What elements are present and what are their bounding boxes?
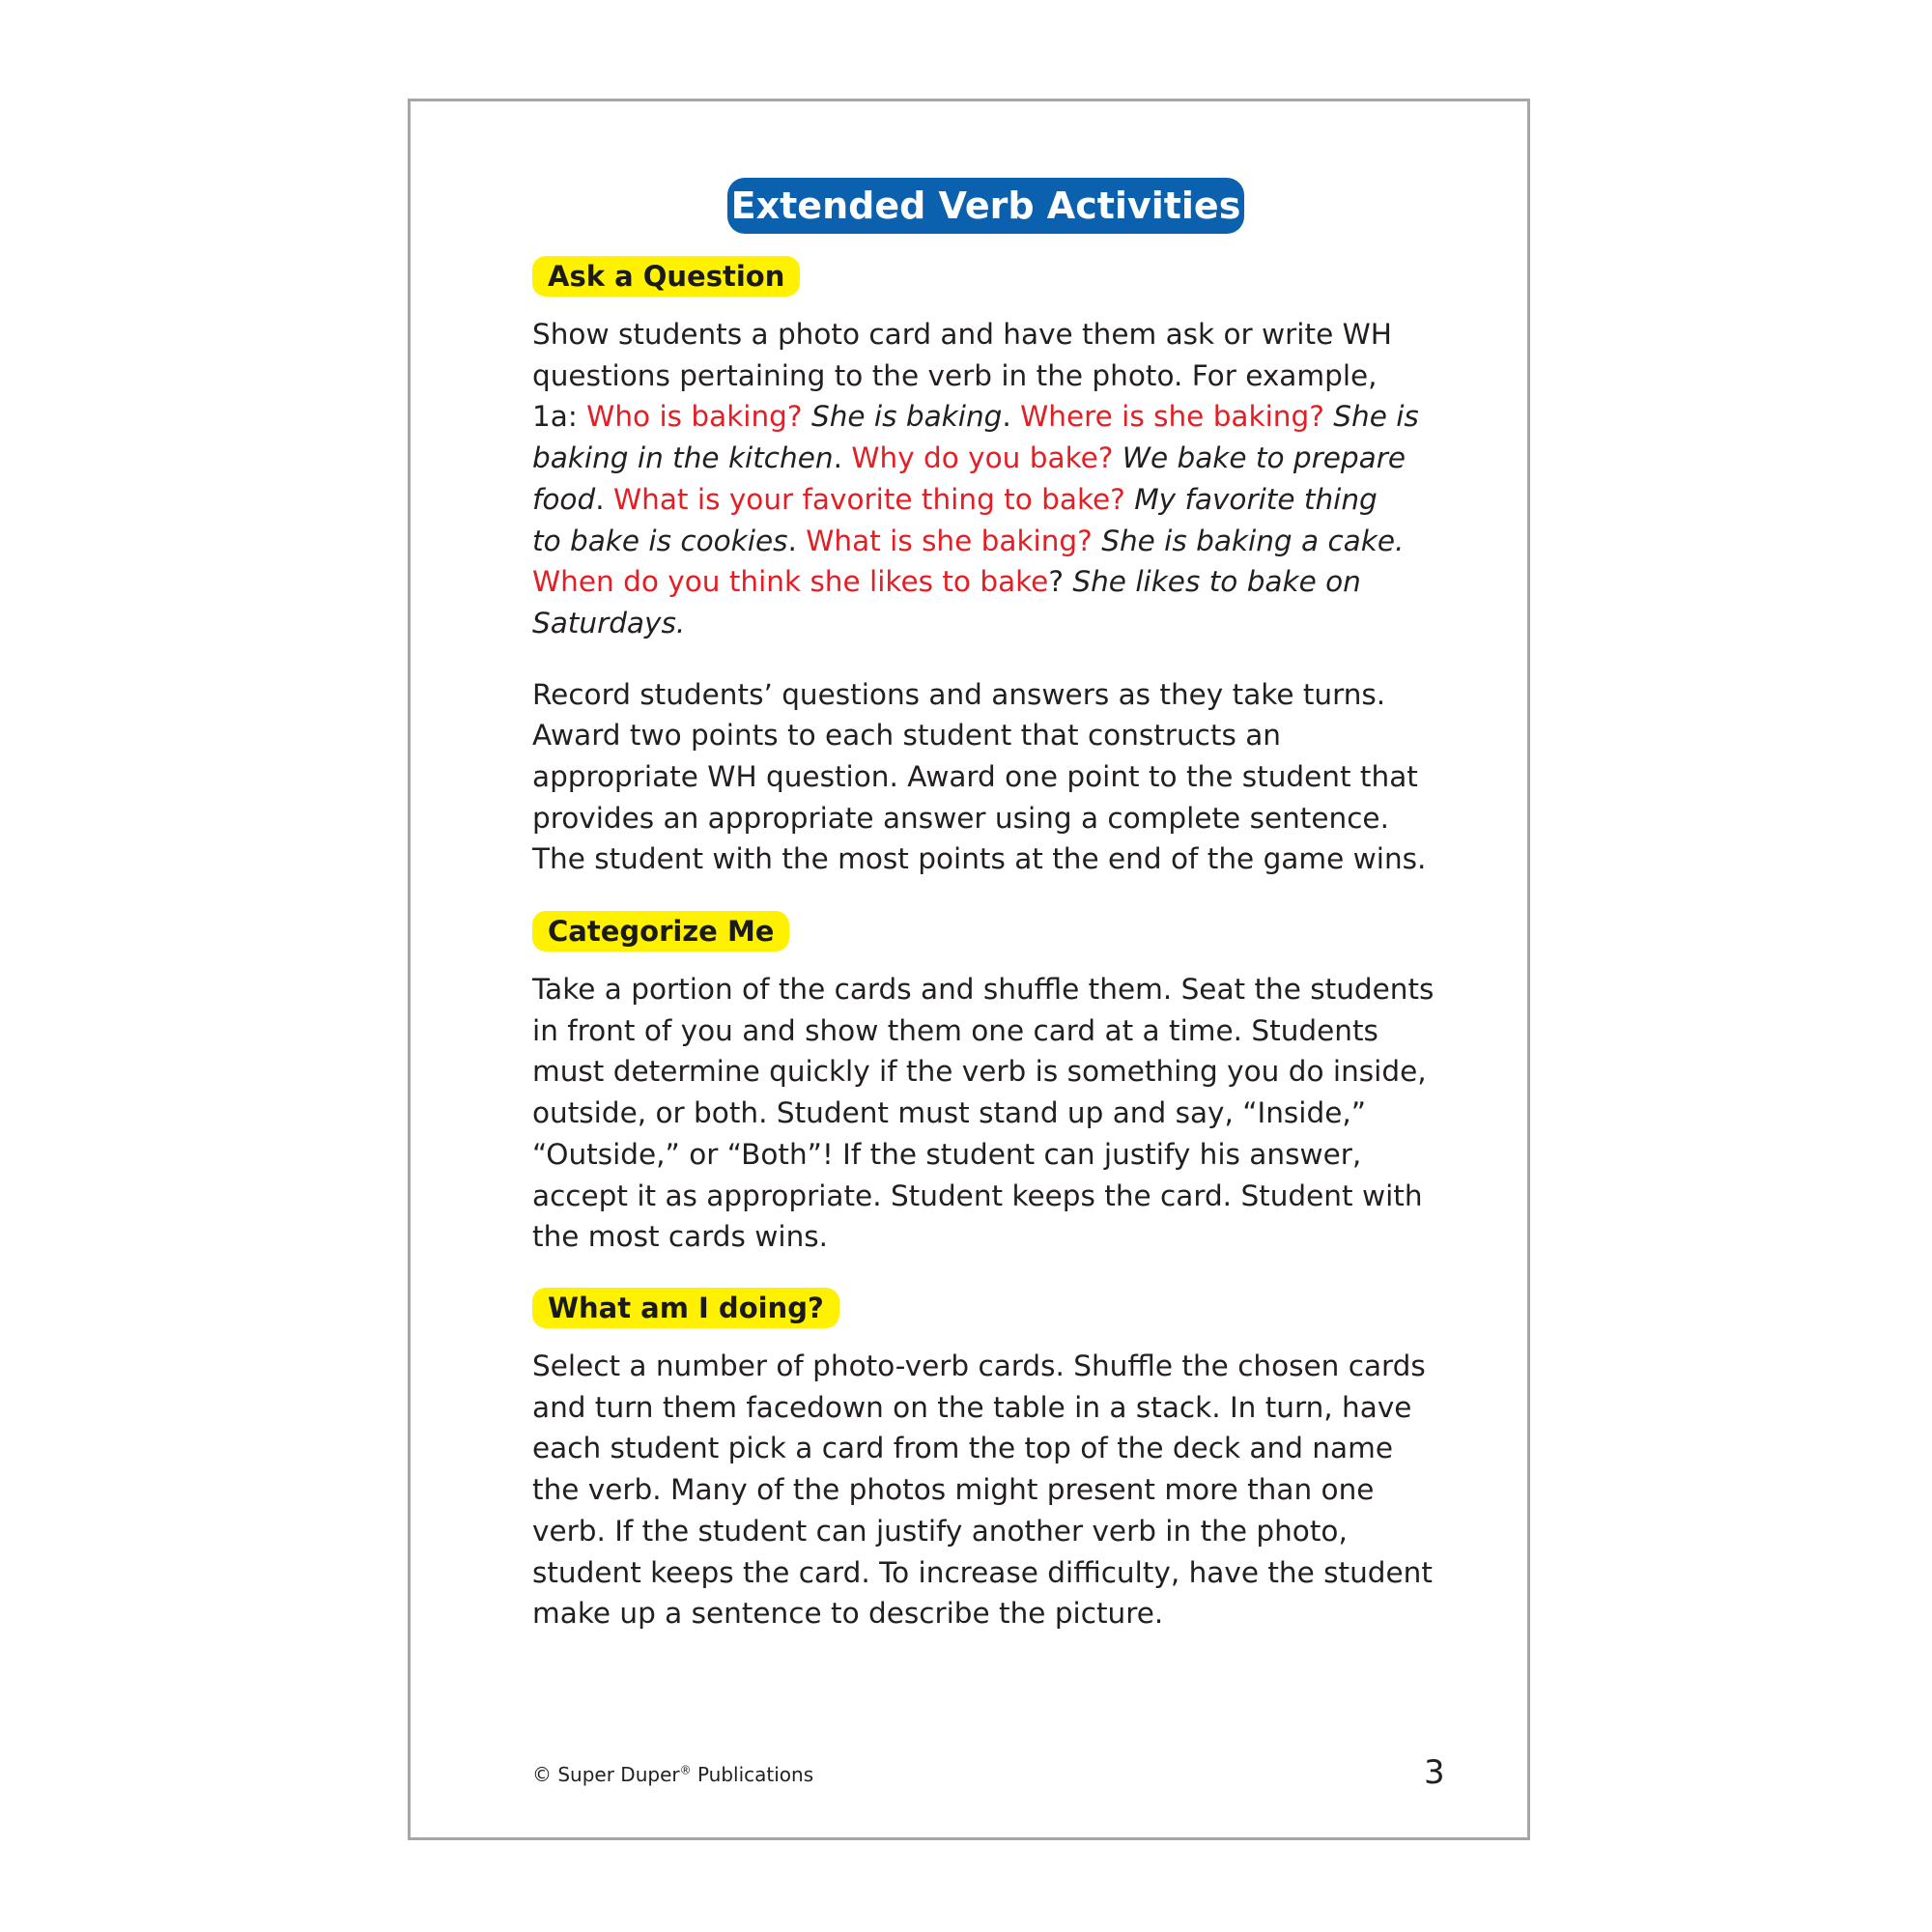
- text-line: [532, 561, 1460, 603]
- example-answer: Saturdays.: [532, 606, 686, 639]
- paragraph: [532, 1346, 1460, 1634]
- example-question: What is she baking?: [806, 524, 1093, 557]
- text-line: each student pick a card from the top of the deck and name: [532, 1432, 1393, 1465]
- document-page: [408, 99, 1530, 1840]
- page-title: Extended Verb Activities: [727, 178, 1244, 234]
- section-ask-a-question: [532, 256, 1460, 880]
- example-answer: baking in the kitchen: [532, 441, 834, 475]
- plain-text: .: [1002, 400, 1021, 434]
- text-line: The student with the most points at the end of the game wins.: [532, 842, 1427, 876]
- text-line: and turn them facedown on the table in a stack. In turn, have: [532, 1390, 1412, 1424]
- example-question: Where is she baking?: [1020, 400, 1324, 434]
- text-line: in front of you and show them one card at a time. Students: [532, 1013, 1378, 1047]
- text-line: questions pertaining to the verb in the photo. For example,: [532, 358, 1378, 392]
- page-number: 3: [1424, 1753, 1445, 1792]
- text-line: the verb. Many of the photos might present more than one: [532, 1473, 1375, 1507]
- example-question: Who is baking?: [586, 400, 803, 434]
- section-what-am-i-doing: [532, 1288, 1460, 1634]
- example-answer: She is baking a cake.: [1101, 524, 1405, 557]
- text-line: appropriate WH question. Award one point to the student that: [532, 760, 1418, 794]
- paragraph: [532, 314, 1460, 644]
- text-line: “Outside,” or “Both”! If the student can justify his answer,: [532, 1137, 1362, 1171]
- section-heading: Ask a Question: [532, 256, 800, 297]
- plain-text: ?: [1048, 565, 1073, 599]
- example-answer: We bake to prepare: [1122, 441, 1406, 475]
- text-line: Record students’ questions and answers as they take turns.: [532, 677, 1386, 711]
- example-answer: to bake is cookies: [532, 524, 788, 557]
- text-line: [532, 603, 1460, 644]
- text-line: [532, 479, 1460, 521]
- section-categorize-me: [532, 911, 1460, 1258]
- example-question: Why do you bake?: [851, 441, 1114, 475]
- copyright-prefix: © Super Duper: [532, 1763, 680, 1786]
- text-line: provides an appropriate answer using a complete sentence.: [532, 801, 1389, 835]
- section-heading: Categorize Me: [532, 911, 789, 952]
- text-line: make up a sentence to describe the picture.: [532, 1597, 1164, 1631]
- text-line: [532, 396, 1460, 438]
- example-answer: She is: [1333, 400, 1419, 434]
- text-line: verb. If the student can justify another verb in the photo,: [532, 1514, 1348, 1548]
- text-line: Take a portion of the cards and shuffle them. Seat the students: [532, 973, 1435, 1006]
- plain-text: .: [833, 441, 852, 475]
- copyright-suffix: Publications: [691, 1763, 814, 1786]
- text-line: accept it as appropriate. Student keeps the card. Student with: [532, 1179, 1423, 1212]
- text-line: must determine quickly if the verb is something you do inside,: [532, 1055, 1427, 1089]
- plain-text: 1a:: [532, 400, 587, 434]
- example-question: When do you think she likes to bake: [532, 565, 1049, 599]
- paragraph: [532, 969, 1460, 1258]
- example-answer: My favorite thing: [1134, 482, 1378, 516]
- text-line: Award two points to each student that constructs an: [532, 719, 1281, 753]
- example-question: What is your favorite thing to bake?: [612, 482, 1125, 516]
- example-answer: She is baking: [810, 400, 1003, 434]
- plain-text: .: [787, 524, 807, 557]
- example-answer: food: [532, 482, 596, 516]
- copyright-notice: [532, 1763, 813, 1786]
- text-line: outside, or both. Student must stand up and say, “Inside,”: [532, 1096, 1367, 1130]
- text-line: Show students a photo card and have them ask or write WH: [532, 318, 1392, 351]
- text-line: Select a number of photo-verb cards. Shuffle the chosen cards: [532, 1350, 1426, 1382]
- text-line: [532, 521, 1460, 562]
- section-heading: What am I doing?: [532, 1288, 839, 1328]
- text-line: the most cards wins.: [532, 1220, 829, 1254]
- paragraph: [532, 674, 1460, 881]
- text-line: student keeps the card. To increase difficulty, have the student: [532, 1555, 1433, 1589]
- registered-mark: ®: [679, 1763, 692, 1777]
- plain-text: .: [595, 482, 613, 516]
- text-line: [532, 438, 1460, 479]
- example-answer: She likes to bake on: [1072, 565, 1361, 599]
